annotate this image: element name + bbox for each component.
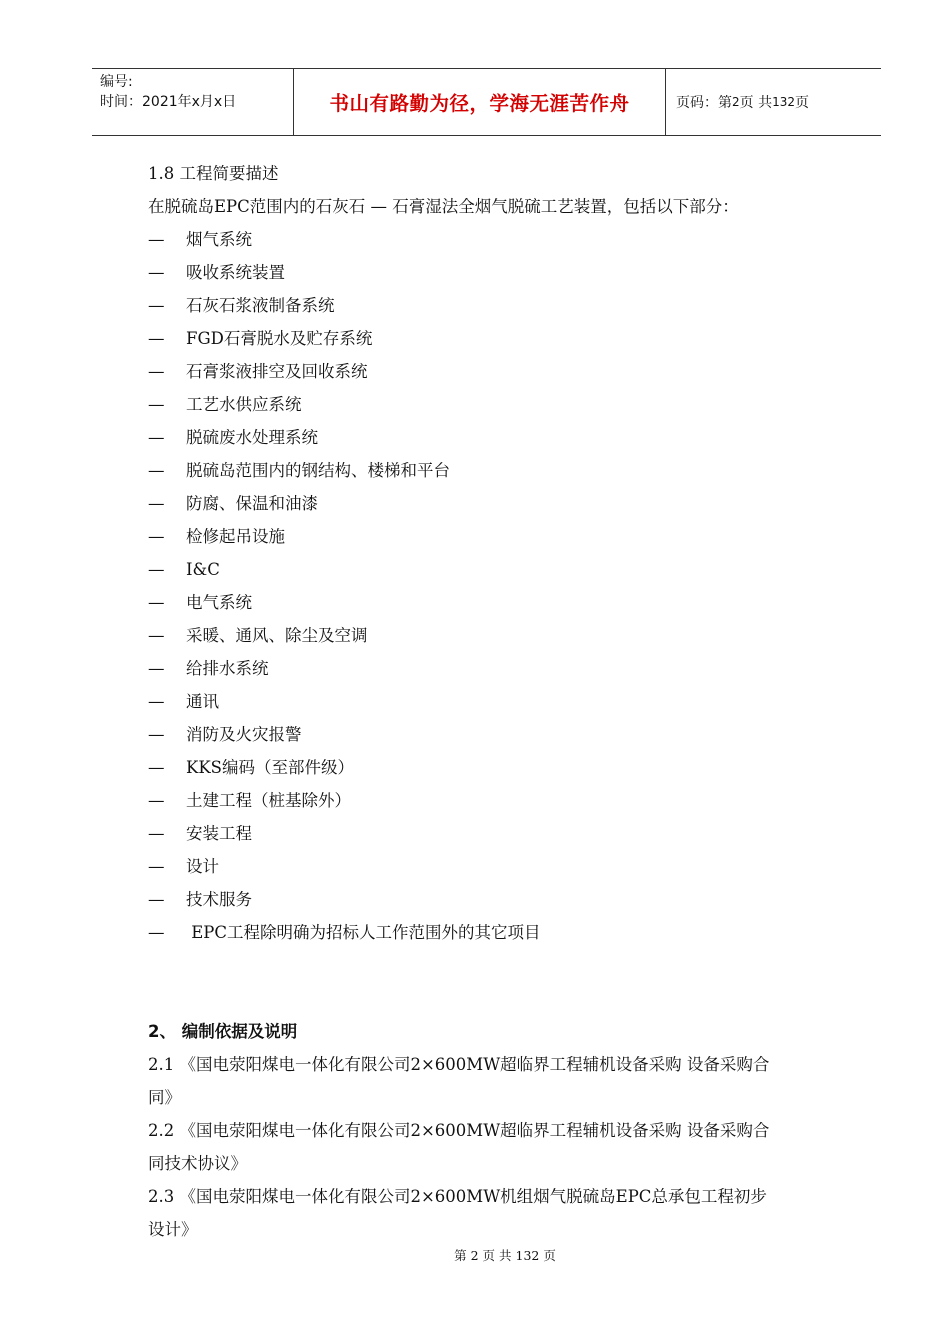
header-number-label: 编号: [100, 74, 133, 90]
header-page-info [666, 69, 881, 135]
dash-bullet: — [148, 527, 165, 546]
list-item-text: 给排水系统 [186, 659, 269, 678]
list-item-text: EPC工程除明确为招标人工作范围外的其它项目 [186, 923, 541, 942]
list-item [148, 883, 868, 916]
list-item-text: 防腐、保温和油漆 [186, 494, 318, 513]
dash-bullet: — [148, 461, 165, 480]
header-motto: 书山有路勤为径，学海无涯苦作舟 [293, 69, 666, 135]
list-item [148, 685, 868, 718]
list-item [148, 718, 868, 751]
document-body [148, 157, 868, 1246]
paragraph-line: 2.3 《国电荥阳煤电一体化有限公司2×600MW机组烟气脱硫岛EPC总承包工程初步 [148, 1187, 767, 1206]
paragraph-line: 设计》 [148, 1220, 198, 1239]
list-item [148, 256, 868, 289]
dash-bullet: — [148, 626, 165, 645]
page-footer: 第 2 页 共 132 页 [454, 1248, 556, 1263]
list-item-text: 石膏浆液排空及回收系统 [186, 362, 368, 381]
list-item-text: 消防及火灾报警 [186, 725, 302, 744]
list-item-text: 土建工程（桩基除外） [186, 791, 351, 810]
dash-bullet: — [148, 725, 165, 744]
dash-bullet: — [148, 263, 165, 282]
header-page-suffix: 页 [795, 95, 809, 111]
paragraph-line: 2.2 《国电荥阳煤电一体化有限公司2×600MW超临界工程辅机设备采购 设备采购合 [148, 1121, 770, 1140]
header-meta [92, 69, 293, 135]
list-item-text: 电气系统 [186, 593, 252, 612]
list-item [148, 619, 868, 652]
dash-bullet: — [148, 791, 165, 810]
list-item [148, 553, 868, 586]
list-item [148, 322, 868, 355]
list-item-text: 通讯 [186, 692, 219, 711]
header-page-number: 2 [732, 95, 740, 109]
header-page-prefix: 页码：第 [676, 95, 732, 111]
dash-bullet: — [148, 857, 165, 876]
section-2-title: 2、 编制依据及说明 [148, 1022, 298, 1041]
dash-bullet: — [148, 329, 165, 348]
dash-bullet: — [148, 362, 165, 381]
page-header [92, 68, 881, 136]
dash-bullet: — [148, 296, 165, 315]
list-item-text: 烟气系统 [186, 230, 252, 249]
list-item-text: 设计 [186, 857, 219, 876]
basis-paragraph [148, 1180, 868, 1246]
list-item-text: 脱硫废水处理系统 [186, 428, 318, 447]
list-item [148, 586, 868, 619]
list-item [148, 223, 868, 256]
paragraph-line: 同》 [148, 1088, 181, 1107]
list-item-text: 石灰石浆液制备系统 [186, 296, 335, 315]
dash-bullet: — [148, 923, 165, 942]
list-item [148, 850, 868, 883]
list-item [148, 916, 868, 949]
dash-bullet: — [148, 230, 165, 249]
list-item [148, 355, 868, 388]
list-item-text: 脱硫岛范围内的钢结构、楼梯和平台 [186, 461, 450, 480]
scope-list [148, 223, 868, 949]
dash-bullet: — [148, 593, 165, 612]
paragraph-line: 同技术协议》 [148, 1154, 247, 1173]
dash-bullet: — [148, 890, 165, 909]
list-item [148, 817, 868, 850]
list-item [148, 421, 868, 454]
section-1-8-title: 1.8 工程简要描述 [148, 164, 279, 183]
dash-bullet: — [148, 824, 165, 843]
header-time-label: 时间：2021年x月x日 [100, 94, 237, 110]
dash-bullet: — [148, 659, 165, 678]
list-item-text: 工艺水供应系统 [186, 395, 302, 414]
list-item [148, 388, 868, 421]
list-item-text: 安装工程 [186, 824, 252, 843]
list-item-text: 采暖、通风、除尘及空调 [186, 626, 368, 645]
dash-bullet: — [148, 758, 165, 777]
list-item-text: 检修起吊设施 [186, 527, 285, 546]
list-item [148, 454, 868, 487]
list-item-text: FGD石膏脱水及贮存系统 [186, 329, 373, 348]
list-item [148, 652, 868, 685]
list-item [148, 784, 868, 817]
list-item-text: KKS编码（至部件级） [186, 758, 354, 777]
paragraph-line: 2.1 《国电荥阳煤电一体化有限公司2×600MW超临界工程辅机设备采购 设备采购合 [148, 1055, 770, 1074]
section-spacer [148, 949, 868, 1015]
basis-paragraph [148, 1114, 868, 1180]
dash-bullet: — [148, 428, 165, 447]
header-page-mid: 页 共 [739, 95, 773, 111]
dash-bullet: — [148, 692, 165, 711]
header-page-total: 132 [772, 95, 795, 109]
list-item [148, 520, 868, 553]
list-item-text: 技术服务 [186, 890, 252, 909]
dash-bullet: — [148, 395, 165, 414]
section-1-8-intro: 在脱硫岛EPC范围内的石灰石 — 石膏湿法全烟气脱硫工艺装置，包括以下部分： [148, 197, 739, 216]
list-item [148, 289, 868, 322]
list-item [148, 487, 868, 520]
basis-paragraph [148, 1048, 868, 1114]
dash-bullet: — [148, 560, 165, 579]
list-item [148, 751, 868, 784]
list-item-text: 吸收系统装置 [186, 263, 285, 282]
list-item-text: I&C [186, 560, 220, 579]
dash-bullet: — [148, 494, 165, 513]
